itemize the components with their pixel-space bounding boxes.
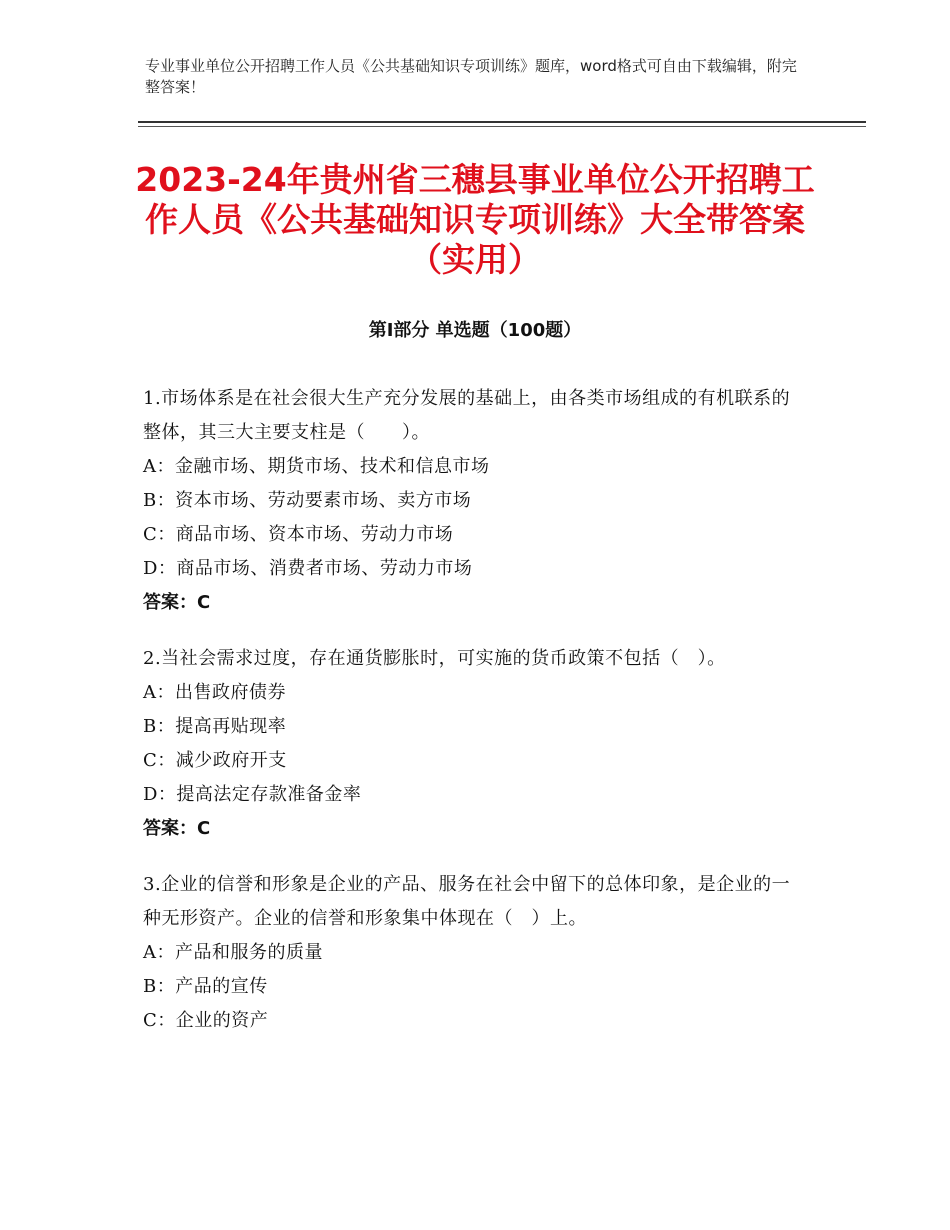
header-divider-thin	[138, 126, 866, 127]
option-a: A：产品和服务的质量	[143, 942, 323, 963]
document-title: 2023-24年贵州省三穗县事业单位公开招聘工作人员《公共基础知识专项训练》大全带答案（实用）	[135, 160, 815, 279]
option-c: C：企业的资产	[143, 1010, 269, 1031]
option-b: B：提高再贴现率	[143, 716, 287, 737]
option-b: B：产品的宣传	[143, 976, 268, 997]
option-a: A：出售政府债券	[143, 682, 286, 703]
option-c: C：减少政府开支	[143, 750, 287, 771]
question-1	[143, 382, 808, 620]
answer-label: 答案：C	[143, 592, 211, 613]
question-stem: 2.当社会需求过度，存在通货膨胀时，可实施的货币政策不包括（ ）。	[143, 648, 726, 669]
option-a: A：金融市场、期货市场、技术和信息市场	[143, 456, 490, 477]
question-2	[143, 642, 808, 846]
question-stem: 1.市场体系是在社会很大生产充分发展的基础上，由各类市场组成的有机联系的整体，其三大主要支柱是（ ）。	[143, 388, 791, 443]
option-d: D：商品市场、消费者市场、劳动力市场	[143, 558, 473, 579]
option-b: B：资本市场、劳动要素市场、卖方市场	[143, 490, 472, 511]
answer-label: 答案：C	[143, 818, 211, 839]
header-note: 专业事业单位公开招聘工作人员《公共基础知识专项训练》题库，word格式可自由下载编辑，附完整答案！	[145, 57, 797, 96]
option-d: D：提高法定存款准备金率	[143, 784, 362, 805]
question-stem: 3.企业的信誉和形象是企业的产品、服务在社会中留下的总体印象，是企业的一种无形资产。企业的信誉和形象集中体现在（ ）上。	[143, 874, 791, 929]
option-c: C：商品市场、资本市场、劳动力市场	[143, 524, 454, 545]
header-divider-thick	[138, 121, 866, 123]
question-list	[143, 382, 808, 1060]
section-title: 第Ⅰ部分 单选题（100题）	[368, 320, 582, 341]
question-3	[143, 868, 808, 1038]
